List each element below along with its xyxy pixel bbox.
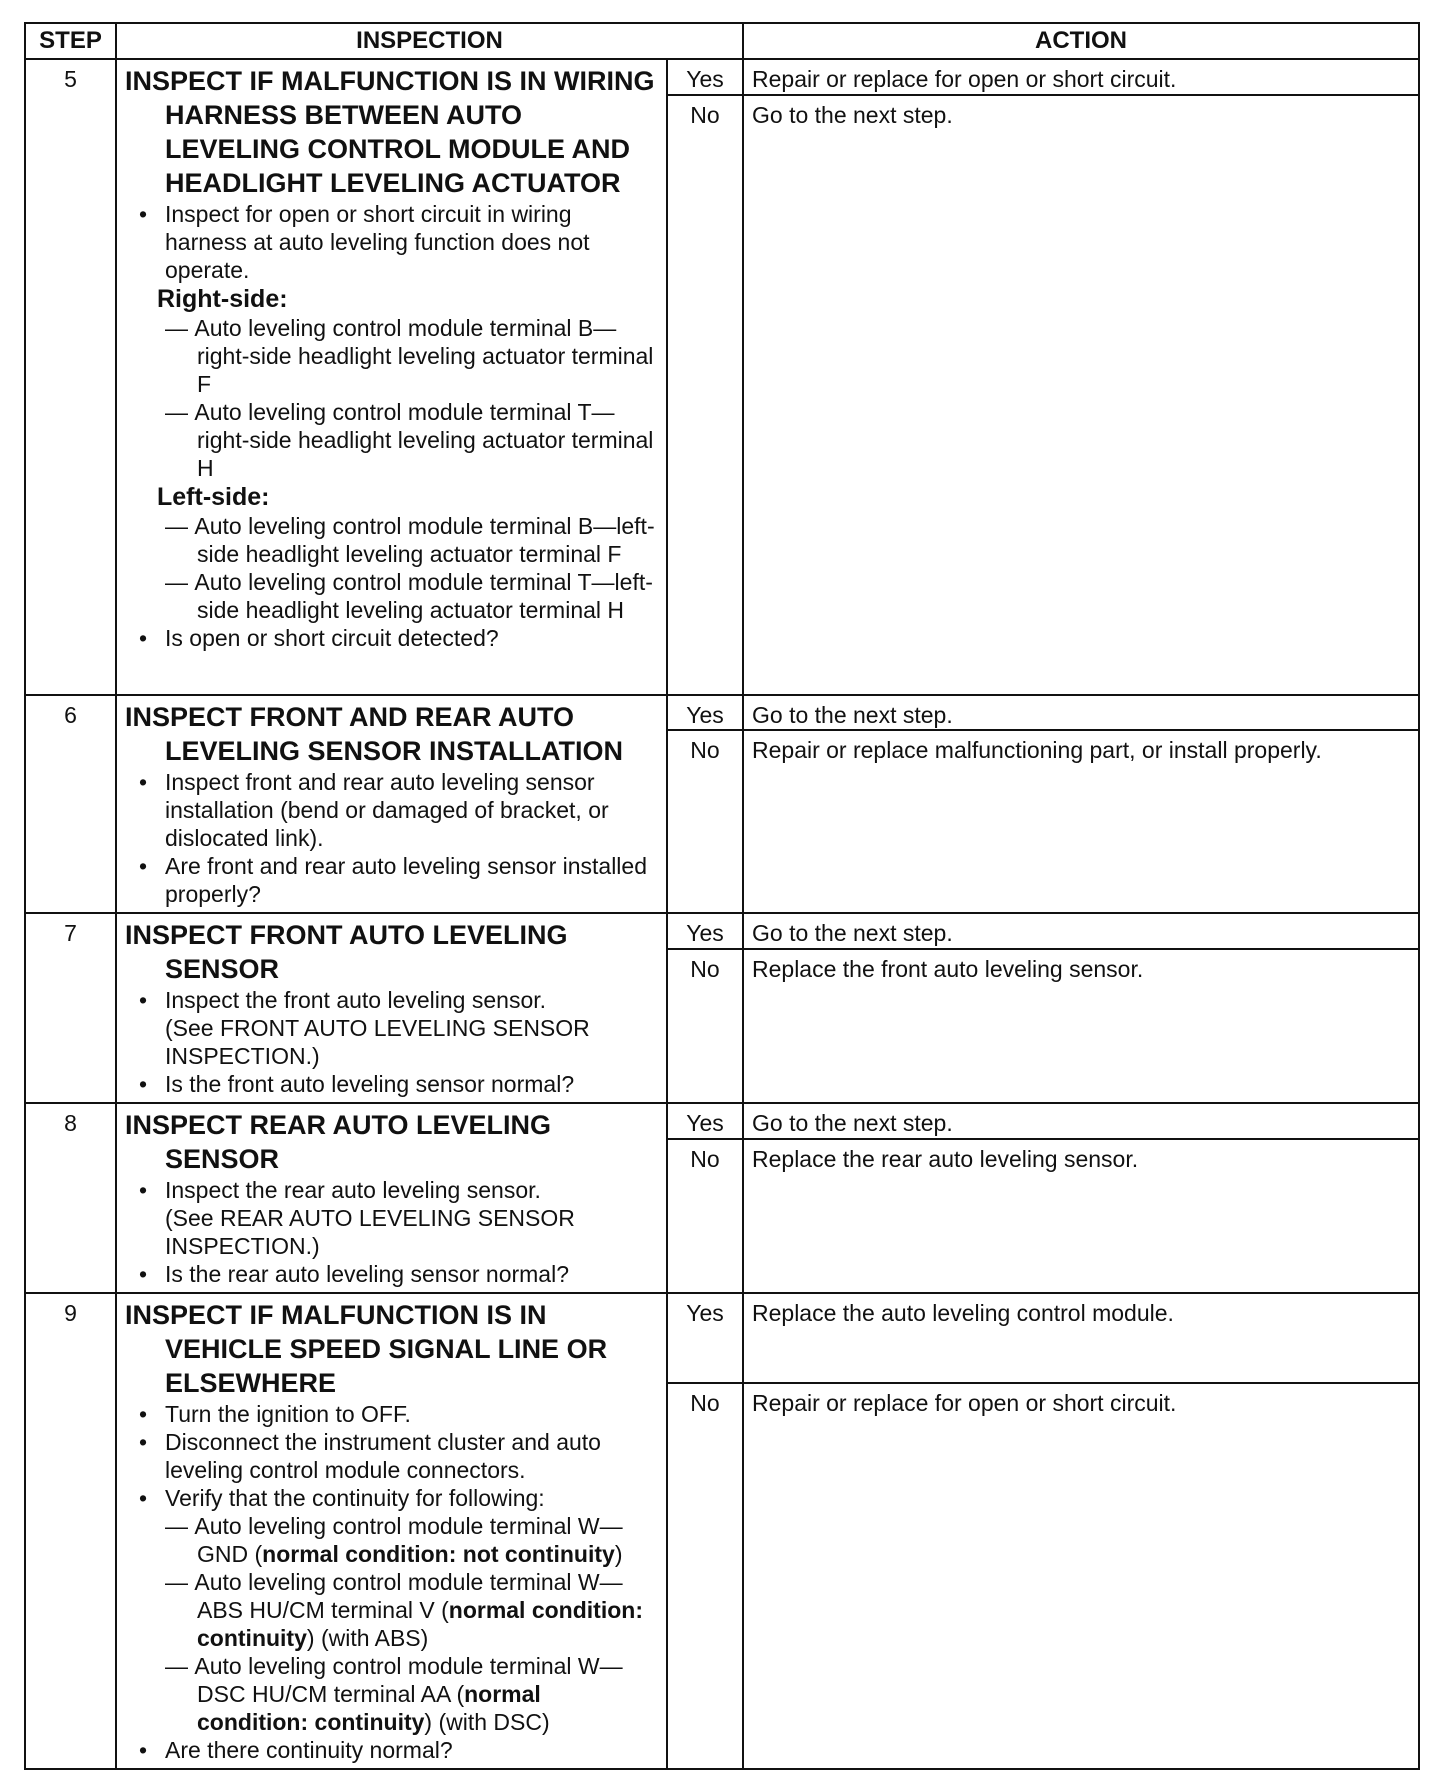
bullet: • Is the rear auto leveling sensor normal?: [125, 1260, 658, 1288]
dash-item: [125, 1568, 658, 1652]
dash-item: — Auto leveling control module terminal B—right-side headlight leveling actuator terminal F: [125, 314, 658, 398]
step-7-title: INSPECT FRONT AUTO LEVELING SENSOR: [125, 920, 568, 984]
left-side-label: Left-side:: [157, 483, 270, 511]
step-8-inspection: [116, 1103, 667, 1293]
dash-end: ) (with ABS): [306, 1625, 429, 1651]
step-6-inspection: [116, 695, 667, 913]
no-label: No: [667, 1139, 743, 1293]
bullet: • Inspect the front auto leveling sensor.: [125, 986, 658, 1014]
no-action: Replace the rear auto leveling sensor.: [743, 1139, 1419, 1293]
no-label: No: [667, 1383, 743, 1769]
bullet: • Inspect for open or short circuit in wiring harness at auto leveling function does not operate.: [125, 200, 658, 284]
dash-item: — Auto leveling control module terminal T—left-side headlight leveling actuator terminal H: [125, 568, 658, 624]
see-reference: (See FRONT AUTO LEVELING SENSOR INSPECTION.): [165, 1015, 590, 1069]
step-8-title: INSPECT REAR AUTO LEVELING SENSOR: [125, 1110, 552, 1174]
step-number: 7: [25, 913, 116, 1103]
yes-label: Yes: [667, 695, 743, 730]
step-5-yes-row: [25, 59, 1419, 95]
dash-text: Auto leveling control module terminal W—ABS HU/CM terminal V (: [194, 1569, 623, 1623]
step-8-yes-row: [25, 1103, 1419, 1139]
yes-action: Go to the next step.: [743, 1103, 1419, 1139]
step-number: 9: [25, 1293, 116, 1769]
header-step: STEP: [25, 23, 116, 59]
normal-condition: normal condition: not continuity: [262, 1541, 615, 1567]
dash-item: — Auto leveling control module terminal T—right-side headlight leveling actuator terminal H: [125, 398, 658, 482]
no-label: No: [667, 949, 743, 1103]
normal-condition: normal condition: continuity: [197, 1597, 643, 1651]
bullet: • Are there continuity normal?: [125, 1736, 658, 1764]
yes-label: Yes: [667, 1103, 743, 1139]
header-inspection: INSPECTION: [116, 23, 743, 59]
dash-text: Auto leveling control module terminal W—GND (: [194, 1513, 623, 1567]
bullet: • Inspect front and rear auto leveling sensor installation (bend or damaged of bracket, or dislocated link).: [125, 768, 658, 852]
step-9-yes-row: [25, 1293, 1419, 1383]
step-7-inspection: [116, 913, 667, 1103]
no-action: Repair or replace malfunctioning part, or install properly.: [743, 730, 1419, 913]
step-number: 8: [25, 1103, 116, 1293]
no-action: Go to the next step.: [743, 95, 1419, 695]
no-action: Repair or replace for open or short circuit.: [743, 1383, 1419, 1769]
header-action: ACTION: [743, 23, 1419, 59]
right-side-label: Right-side:: [157, 285, 288, 313]
dash-item: — Auto leveling control module terminal B—left-side headlight leveling actuator terminal F: [125, 512, 658, 568]
bullet: • Is the front auto leveling sensor normal?: [125, 1070, 658, 1098]
step-5-inspection: [116, 59, 667, 695]
step-6-yes-row: [25, 695, 1419, 730]
dash-item: [125, 1512, 658, 1568]
bullet: • Are front and rear auto leveling sensor installed properly?: [125, 852, 658, 908]
diagnostic-table: [24, 22, 1420, 1770]
yes-label: Yes: [667, 913, 743, 949]
step-6-title: INSPECT FRONT AND REAR AUTO LEVELING SENSOR INSTALLATION: [125, 702, 624, 766]
bullet: • Disconnect the instrument cluster and auto leveling control module connectors.: [125, 1428, 658, 1484]
step-number: 6: [25, 695, 116, 913]
step-number: 5: [25, 59, 116, 695]
yes-action: Go to the next step.: [743, 913, 1419, 949]
diagnostic-procedure-sheet: [24, 22, 1418, 1763]
bullet: • Verify that the continuity for following:: [125, 1484, 658, 1512]
step-9-title: INSPECT IF MALFUNCTION IS IN VEHICLE SPEED SIGNAL LINE OR ELSEWHERE: [125, 1300, 608, 1398]
dash-text: Auto leveling control module terminal W—DSC HU/CM terminal AA (: [194, 1653, 623, 1707]
step-7-yes-row: [25, 913, 1419, 949]
step-9-inspection: [116, 1293, 667, 1769]
yes-label: Yes: [667, 59, 743, 95]
bullet: • Turn the ignition to OFF.: [125, 1400, 658, 1428]
dash-end: ): [614, 1541, 623, 1567]
normal-condition: normal condition: continuity: [197, 1681, 541, 1735]
step-5-title: INSPECT IF MALFUNCTION IS IN WIRING HARNESS BETWEEN AUTO LEVELING CONTROL MODULE AND HEADLIGHT LEVELING ACTUATOR: [125, 66, 655, 198]
no-action: Replace the front auto leveling sensor.: [743, 949, 1419, 1103]
yes-action: Repair or replace for open or short circuit.: [743, 59, 1419, 95]
no-label: No: [667, 95, 743, 695]
no-label: No: [667, 730, 743, 913]
dash-end: ) (with DSC): [424, 1709, 550, 1735]
yes-action: Go to the next step.: [743, 695, 1419, 730]
see-reference: (See REAR AUTO LEVELING SENSOR INSPECTION.): [165, 1205, 575, 1259]
bullet: • Inspect the rear auto leveling sensor.: [125, 1176, 658, 1204]
yes-action: Replace the auto leveling control module.: [743, 1293, 1419, 1383]
header-row: [25, 23, 1419, 59]
bullet: • Is open or short circuit detected?: [125, 624, 658, 652]
dash-item: [125, 1652, 658, 1736]
yes-label: Yes: [667, 1293, 743, 1383]
